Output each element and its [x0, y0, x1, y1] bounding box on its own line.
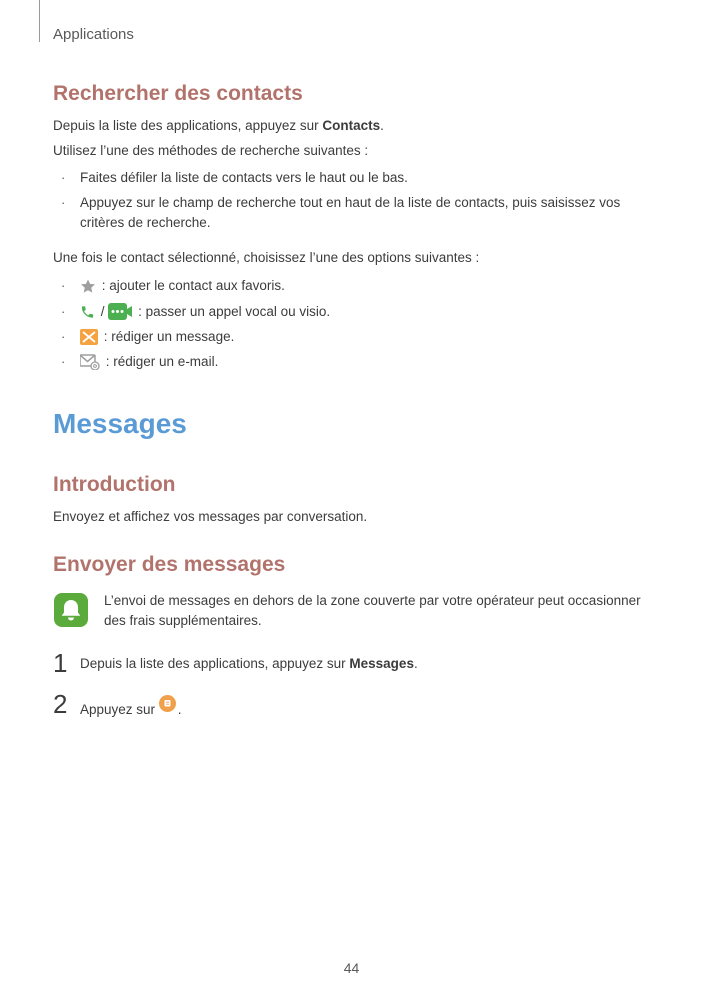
message-icon	[80, 329, 98, 345]
compose-button-icon	[159, 695, 176, 712]
option-email: : rédiger un e-mail.	[80, 352, 218, 372]
bullet: ·	[61, 170, 66, 185]
header-section-title: Applications	[53, 26, 134, 43]
note-text: L’envoi de messages en dehors de la zone couverte par votre opérateur peut occasionner des frais supplémentaires.	[104, 593, 641, 628]
header-divider	[39, 0, 40, 42]
search-intro: Depuis la liste des applications, appuyez sur Contacts.	[53, 118, 384, 133]
step-text: Depuis la liste des applications, appuyez sur Messages.	[80, 656, 418, 671]
page-number: 44	[343, 960, 360, 976]
bullet: ·	[61, 304, 66, 319]
bullet: ·	[61, 195, 66, 210]
method-item: Appuyez sur le champ de recherche tout en haut de la liste de contacts, puis saisissez vos critères de recherche.	[80, 195, 621, 230]
option-call: / : passer un appel vocal ou visio.	[80, 302, 330, 322]
page-title-messages: Messages	[53, 408, 187, 439]
methods-intro: Utilisez l’une des méthodes de recherche suivantes :	[53, 143, 369, 158]
option-message: : rédiger un message.	[80, 327, 234, 347]
step-text: Appuyez sur .	[80, 695, 182, 720]
video-call-icon	[108, 303, 132, 320]
bullet: ·	[61, 278, 66, 293]
method-item: Faites défiler la liste de contacts vers le haut ou le bas.	[80, 170, 408, 185]
introduction-text: Envoyez et affichez vos messages par conversation.	[53, 509, 368, 524]
email-icon	[80, 354, 100, 370]
section-heading-introduction: Introduction	[53, 473, 176, 496]
note-bell-icon	[53, 592, 89, 628]
star-icon	[80, 278, 96, 294]
bullet: ·	[61, 329, 66, 344]
step-number: 2	[53, 689, 68, 719]
phone-icon	[80, 304, 95, 320]
step-number: 1	[53, 648, 68, 678]
section-heading-search: Rechercher des contacts	[53, 82, 303, 105]
section-heading-send: Envoyer des messages	[53, 553, 286, 576]
options-intro: Une fois le contact sélectionné, choisissez l’une des options suivantes :	[53, 250, 480, 265]
bullet: ·	[61, 354, 66, 369]
option-favorite: : ajouter le contact aux favoris.	[80, 276, 285, 296]
